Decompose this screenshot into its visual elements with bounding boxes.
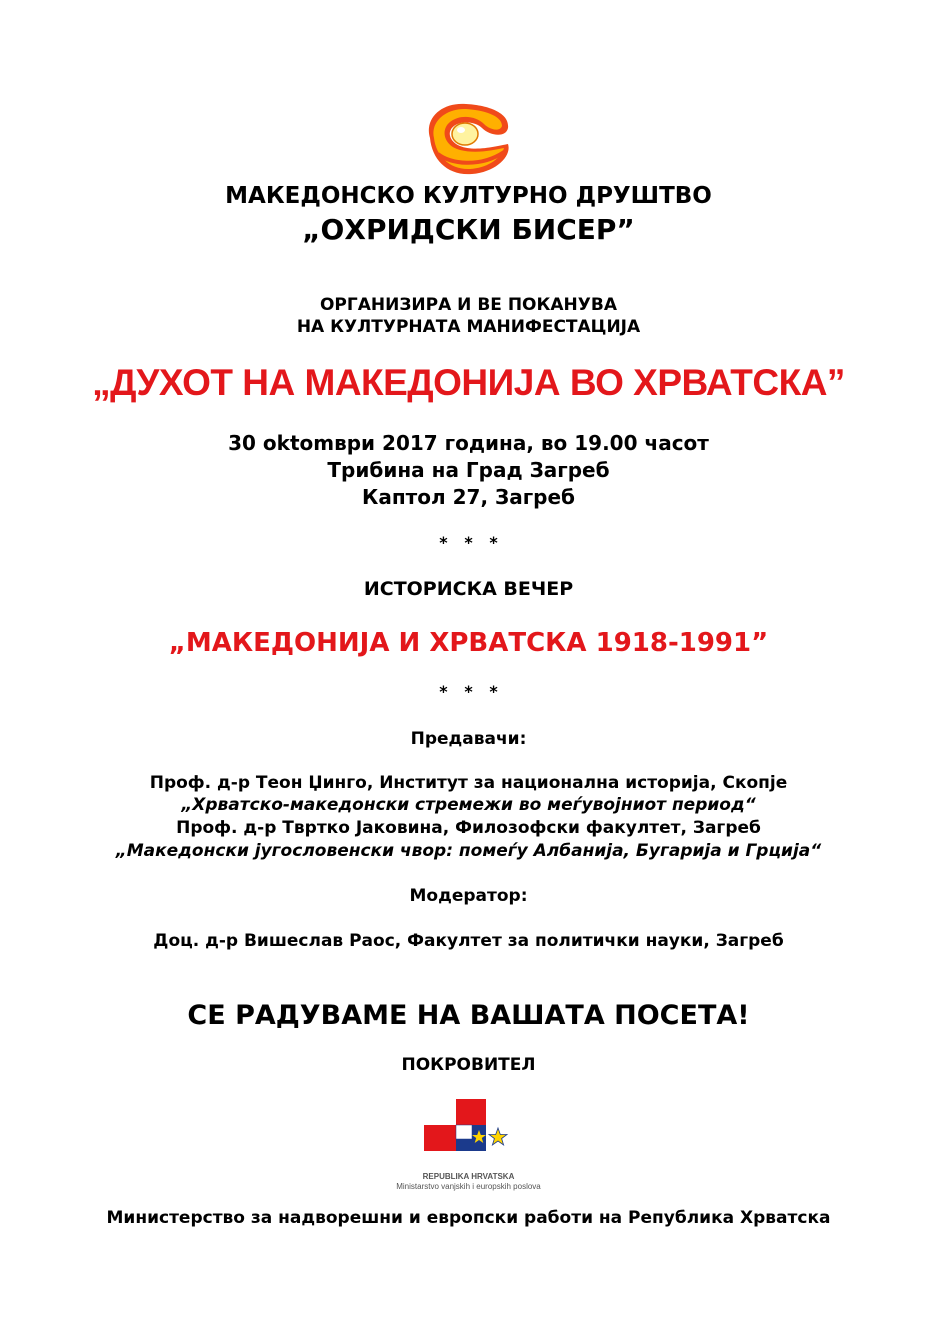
pearl-shell-logo-icon [420, 98, 516, 178]
event-date: 30 oktomври 2017 година, во 19.00 часот [228, 431, 709, 455]
org-name-line1: МАКЕДОНСКО КУЛТУРНО ДРУШТВО [225, 183, 712, 209]
moderator-name: Доц. д-р Вишеслав Раос, Факултет за политички науки, Загреб [153, 931, 784, 951]
moderator-heading: Модератор: [409, 886, 528, 906]
separator-2: * * * [439, 682, 498, 701]
lecture-2-title: „Македонски југословенски чвор: помеѓу Албанија, Бугарија и Грција“ [115, 841, 822, 861]
intro-line2: НА КУЛТУРНАТА МАНИФЕСТАЦИЈА [296, 317, 641, 337]
evening-label: ИСТОРИСКА ВЕЧЕР [363, 578, 574, 600]
patron-label: ПОКРОВИТЕЛ [401, 1055, 536, 1075]
logo-caption-line1: REPUBLIKA HRVATSKA [422, 1172, 515, 1181]
logo-caption-line2: Ministarstvo vanjskih i europskih poslova [396, 1182, 541, 1191]
lecture-1-title: „Хрватско-македонски стремежи во меѓувојниот период“ [181, 795, 756, 815]
ministry-name: Министерство за надворешни и европски работи на Република Хрватска [106, 1208, 831, 1228]
event-title: „ДУХОТ НА МАКЕДОНИЈА ВО ХРВАТСКА” [92, 362, 845, 403]
org-name-line2: „ОХРИДСКИ БИСЕР” [302, 213, 635, 246]
event-venue: Трибина на Град Загреб [327, 458, 610, 482]
lecturer-1: Проф. д-р Теон Џинго, Институт за национална историја, Скопје [149, 773, 788, 793]
evening-title: „МАКЕДОНИЈА И ХРВАТСКА 1918-1991” [168, 628, 769, 658]
event-address: Каптол 27, Загреб [362, 485, 575, 509]
intro-line1: ОРГАНИЗИРА И ВЕ ПОКАНУВА [319, 295, 617, 315]
separator-1: * * * [439, 533, 498, 552]
croatian-ministry-logo-icon [424, 1099, 514, 1151]
closing-message: СЕ РАДУВАМЕ НА ВАШАТА ПОСЕТА! [187, 1000, 750, 1031]
lecturers-heading: Предавачи: [410, 729, 527, 749]
lecturer-2: Проф. д-р Твртко Јаковина, Филозофски факултет, Загреб [176, 818, 761, 838]
